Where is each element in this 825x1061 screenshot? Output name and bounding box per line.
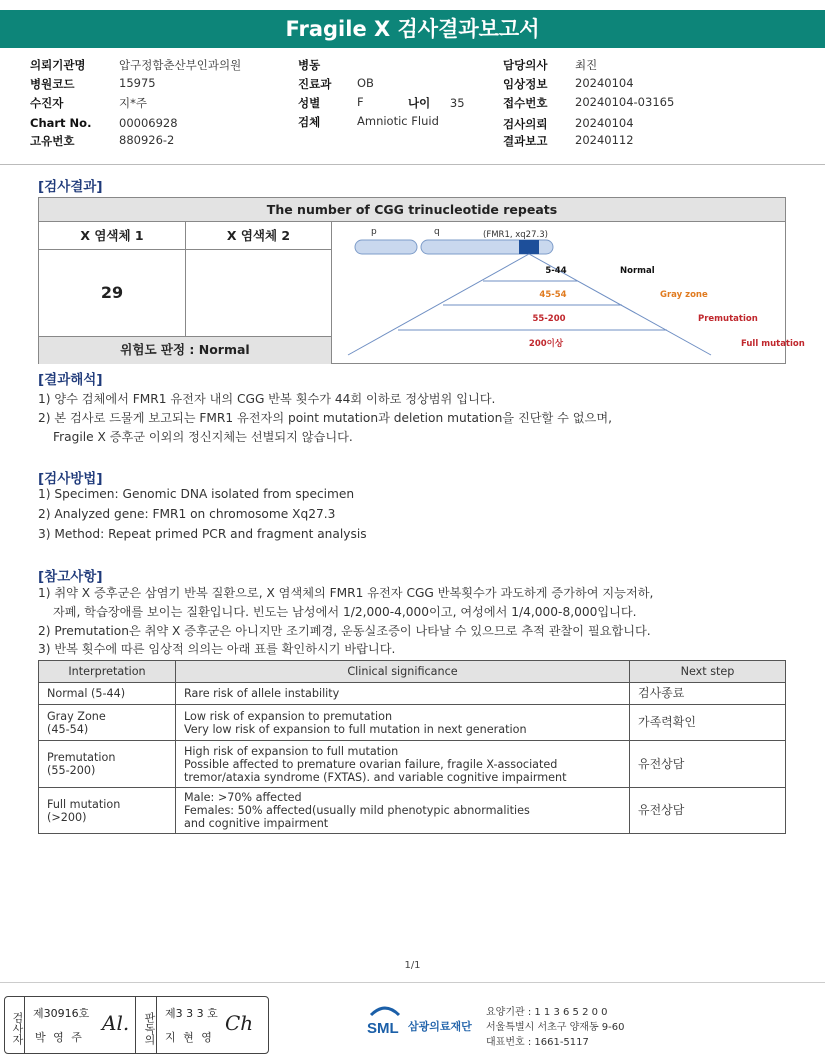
inspector-signature: Al. [102, 1011, 130, 1035]
reference-table-header [39, 661, 786, 683]
header-right-value-2: 20240104-03165 [575, 95, 675, 109]
notes-line-3: 2) Premutation은 취약 X 증후군은 아니지만 조기폐경, 운동실조증이 나타날 수 있으므로 추적 관찰이 필요합니다. [38, 624, 651, 638]
header-mid-label-0: 병동 [298, 58, 321, 72]
age-value: 35 [449, 96, 465, 110]
inspector-name: 박 영 주 [35, 1031, 84, 1044]
range-value-3: 200이상 [528, 339, 564, 349]
header-right-label-3: 검사의뢰 [503, 117, 548, 131]
x2-header: X 염색체 2 [186, 222, 332, 250]
x1-value: 29 [39, 250, 186, 337]
fmr1-locus-band [519, 240, 539, 254]
notes-line-2: 자폐, 학습장애를 보이는 질환입니다. 빈도는 남성에서 1/2,000-4,000이고, 여성에서 1/4,000-8,000입니다. [53, 605, 637, 619]
inspector-no: 제30916호 [33, 1007, 90, 1020]
org-id: 요양기관 : 1 1 3 6 5 2 0 0 [486, 1007, 608, 1018]
header-left-label-2: 수진자 [30, 96, 64, 110]
header-right-label-1: 임상정보 [503, 77, 548, 91]
method-title: [검사방법] [38, 471, 103, 487]
header-right-value-4: 20240112 [575, 133, 634, 147]
header-left-field-2 [30, 95, 147, 111]
range-label-2: Premutation [698, 314, 758, 324]
header-left-label-1: 병원코드 [30, 77, 75, 91]
reference-interpretation: Gray Zone (45-54) [39, 705, 176, 741]
interpretation-line-2: 2) 본 검사로 드물게 보고되는 FMR1 유전자의 point mutation과 deletion mutation을 진단할 수 없으며, [38, 411, 612, 425]
reference-next-step: 유전상담 [630, 788, 786, 834]
sml-logo-icon [365, 1003, 405, 1039]
range-value-2: 55-200 [532, 314, 566, 324]
age-field [408, 95, 465, 111]
header-left-field-1 [30, 76, 156, 92]
header-right-label-2: 접수번호 [503, 96, 548, 110]
notes-line-1: 1) 취약 X 증후군은 삼염기 반복 질환으로, X 염색체의 FMR1 유전자 CGG 반복횟수가 과도하게 증가하여 지능저하, [38, 586, 654, 600]
header-mid-value-1: OB [357, 76, 374, 90]
header-mid-field-2 [298, 95, 364, 111]
notes-title: [참고사항] [38, 569, 103, 585]
header-right-label-4: 결과보고 [503, 134, 548, 148]
reference-next-step: 검사종료 [630, 683, 786, 705]
range-label-1: Gray zone [660, 290, 708, 300]
logo-text: SML [367, 1020, 399, 1037]
reference-significance: Rare risk of allele instability [176, 683, 630, 705]
reference-interpretation: Premutation (55-200) [39, 741, 176, 788]
range-value-1: 45-54 [539, 290, 567, 300]
header-right-value-3: 20240104 [575, 116, 634, 130]
reference-table [38, 660, 786, 834]
reference-row [39, 705, 786, 741]
reference-significance: Male: >70% affected Females: 50% affected(usually mild phenotypic abnormalities and cognitive impairment [176, 788, 630, 834]
reviewer-signature: Ch [225, 1011, 254, 1035]
cgg-result-table [38, 197, 805, 364]
footer-divider [0, 982, 825, 983]
header-right-field-0 [503, 57, 598, 73]
header-left-value-2: 지*주 [119, 96, 147, 110]
q-arm-label: q [434, 227, 440, 237]
locus-label: (FMR1, xq27.3) [483, 230, 548, 240]
header-mid-label-2: 성별 [298, 96, 321, 110]
method-line-3: 3) Method: Repeat primed PCR and fragment analysis [38, 527, 367, 541]
header-mid-field-0 [298, 57, 320, 73]
range-value-0: 5-44 [545, 266, 567, 276]
header-right-field-2 [503, 95, 675, 111]
header-mid-label-3: 검체 [298, 115, 321, 129]
interpretation-title: [결과해석] [38, 372, 103, 388]
reviewer-name: 지 현 영 [165, 1031, 214, 1044]
result-section-title: [검사결과] [38, 179, 103, 195]
method-line-1: 1) Specimen: Genomic DNA isolated from specimen [38, 487, 355, 501]
org-info [486, 1005, 625, 1050]
reference-significance: High risk of expansion to full mutation Possible affected to premature ovarian failure, fragile X-associated tremor/ataxia syndrome (FXTAS). and variable cognitive impairment [176, 741, 630, 788]
header-left-value-4: 880926-2 [119, 133, 175, 147]
org-phone: 대표번호 : 1661-5117 [486, 1037, 589, 1048]
age-label: 나이 [408, 96, 431, 110]
cgg-table-title: The number of CGG trinucleotide repeats [39, 198, 785, 222]
header-mid-value-3: Amniotic Fluid [357, 114, 439, 128]
chromosome-diagram [333, 223, 805, 363]
header-left-label-3: Chart No. [30, 116, 92, 130]
reference-row [39, 788, 786, 834]
reference-row [39, 741, 786, 788]
notes-line-4: 3) 반복 횟수에 따른 임상적 의의는 아래 표를 확인하시기 바랍니다. [38, 642, 396, 656]
header-mid-field-3 [298, 114, 439, 130]
interpretation-line-3: Fragile X 증후군 이외의 정신지체는 선별되지 않습니다. [53, 430, 353, 444]
range-label-3: Full mutation [741, 339, 805, 349]
header-divider [0, 164, 825, 165]
header-right-value-0: 최진 [575, 58, 598, 72]
reference-next-step: 가족력확인 [630, 705, 786, 741]
header-left-label-4: 고유번호 [30, 134, 75, 148]
header-mid-value-2: F [357, 95, 364, 109]
header-right-field-1 [503, 76, 634, 92]
header-left-field-4 [30, 133, 175, 149]
header-clinical-significance: Clinical significance [176, 661, 630, 683]
method-line-2: 2) Analyzed gene: FMR1 on chromosome Xq27.3 [38, 507, 336, 521]
header-interpretation: Interpretation [39, 661, 176, 683]
org-logo [365, 1003, 405, 1043]
org-address: 서울특별시 서초구 양재동 9-60 [486, 1022, 625, 1033]
header-mid-label-1: 진료과 [298, 77, 332, 91]
report-title: Fragile X 검사결과보고서 [0, 10, 825, 48]
risk-judgement: 위험도 판정 : Normal [39, 337, 332, 364]
header-next-step: Next step [630, 661, 786, 683]
org-name: 삼광의료재단 [408, 1020, 472, 1033]
header-left-label-0: 의뢰기관명 [30, 58, 86, 72]
header-left-field-3 [30, 116, 178, 130]
x2-value [186, 250, 332, 337]
reference-interpretation: Normal (5-44) [39, 683, 176, 705]
reviewer-label: 판독의 [135, 997, 157, 1053]
header-left-value-0: 압구정함춘산부인과의원 [119, 58, 242, 72]
header-mid-field-1 [298, 76, 374, 92]
reference-next-step: 유전상담 [630, 741, 786, 788]
reviewer-no: 제3 3 3 호 [165, 1007, 218, 1020]
header-left-field-0 [30, 57, 242, 73]
reference-significance: Low risk of expansion to premutation Very low risk of expansion to full mutation in next generation [176, 705, 630, 741]
header-left-value-1: 15975 [119, 76, 156, 90]
x1-header: X 염색체 1 [39, 222, 186, 250]
signature-box [4, 996, 269, 1054]
header-right-value-1: 20240104 [575, 76, 634, 90]
inspector-label: 검사자 [5, 997, 25, 1053]
chromosome-p-arm [355, 240, 417, 254]
header-right-label-0: 담당의사 [503, 58, 548, 72]
header-left-value-3: 00006928 [119, 116, 178, 130]
interpretation-line-1: 1) 양수 검체에서 FMR1 유전자 내의 CGG 반복 횟수가 44회 이하로 정상범위 입니다. [38, 392, 496, 406]
reference-row [39, 683, 786, 705]
page-number: 1/1 [404, 960, 421, 971]
reference-interpretation: Full mutation (>200) [39, 788, 176, 834]
header-right-field-3 [503, 116, 634, 132]
header-right-field-4 [503, 133, 634, 149]
p-arm-label: p [371, 227, 377, 237]
range-label-0: Normal [620, 266, 655, 276]
